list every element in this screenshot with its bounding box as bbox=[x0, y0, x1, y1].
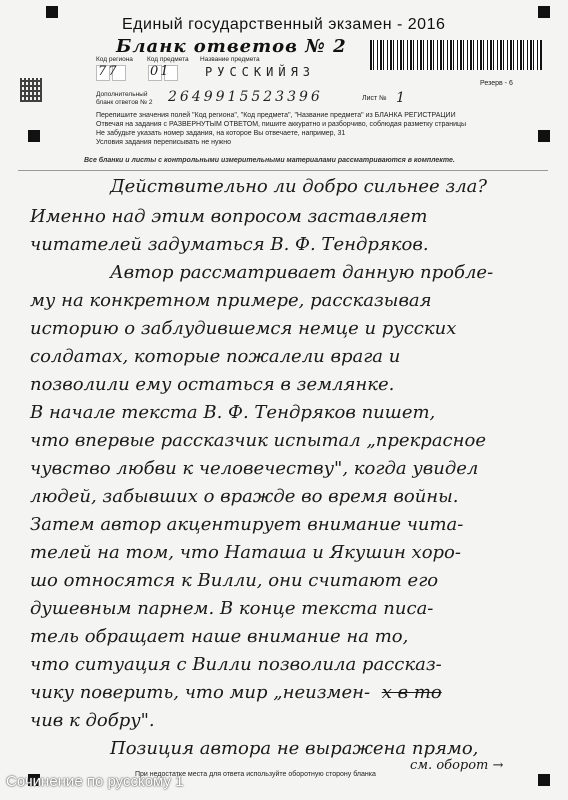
region-value: 77 bbox=[98, 64, 119, 79]
subject-name-value: РУССКИЙЯЗ bbox=[205, 65, 316, 79]
registration-mark-top-left bbox=[46, 6, 58, 18]
registration-mark-bottom-right bbox=[538, 774, 550, 786]
essay-line: солдатах, которые пожалели врага и bbox=[30, 346, 401, 367]
essay-line: му на конкретном примере, рассказывая bbox=[30, 290, 432, 311]
essay-line: чив к добру". bbox=[30, 710, 155, 731]
label-region: Код региона bbox=[96, 56, 133, 63]
essay-line: позволили ему остаться в землянке. bbox=[30, 374, 395, 395]
essay-line: читателей задуматься В. Ф. Тендряков. bbox=[30, 234, 429, 255]
watermark: Сочинение по русскому 1 bbox=[6, 773, 184, 790]
answer-area-divider bbox=[18, 170, 548, 171]
label-subject-name: Название предмета bbox=[200, 56, 260, 63]
form-title: Бланк ответов № 2 bbox=[116, 36, 347, 57]
essay-line: чувство любви к человечеству", когда увидел bbox=[30, 458, 479, 479]
essay-line: что впервые рассказчик испытал „прекрасное bbox=[30, 430, 486, 451]
extra-blank-label: Дополнительный бланк ответов № 2 bbox=[96, 91, 153, 106]
qr-code-icon bbox=[20, 78, 42, 102]
essay-line: Именно над этим вопросом заставляет bbox=[30, 206, 428, 227]
extra-blank-number: 2649915523396 bbox=[168, 89, 323, 105]
completeness-notice: Все бланки и листы с контрольными измерительными материалами рассматриваются в комплекте. bbox=[84, 157, 455, 164]
instruction-1: Перепишите значения полей "Код региона", "Код предмета", "Название предмета" из БЛАНКА РЕГИСТРАЦИИ bbox=[96, 112, 456, 119]
sheet-label: Лист № bbox=[362, 95, 387, 102]
essay-line: Позиция автора не выражена прямо, bbox=[110, 738, 479, 759]
essay-line: В начале текста В. Ф. Тендряков пишет, bbox=[30, 402, 436, 423]
essay-line: Действительно ли добро сильнее зла? bbox=[110, 176, 488, 197]
registration-mark-mid-right bbox=[538, 130, 550, 142]
exam-title: Единый государственный экзамен - 2016 bbox=[122, 16, 446, 33]
continuation-note: см. оборот → bbox=[410, 758, 504, 773]
reserve-label: Резерв - 6 bbox=[480, 80, 513, 87]
registration-mark-mid-left bbox=[28, 130, 40, 142]
sheet-number: 1 bbox=[396, 90, 407, 106]
footer-note: При недостатке места для ответа используйте оборотную сторону бланка bbox=[135, 771, 376, 778]
essay-line: душевным парнем. В конце текста писа- bbox=[30, 598, 434, 619]
instruction-3: Не забудьте указать номер задания, на которое Вы отвечаете, например, 31 bbox=[96, 130, 346, 137]
essay-line: людей, забывших о вражде во время войны. bbox=[30, 486, 459, 507]
subject-code-value: 01 bbox=[150, 64, 171, 79]
essay-line-part: чику поверить, что мир „неизмен- bbox=[30, 682, 371, 703]
essay-line: Автор рассматривает данную пробле- bbox=[110, 262, 494, 283]
instruction-2: Отвечая на задания с РАЗВЕРНУТЫМ ОТВЕТОМ, пишите аккуратно и разборчиво, соблюдая разметку страницы bbox=[96, 121, 467, 128]
instruction-4: Условия задания переписывать не нужно bbox=[96, 139, 231, 146]
registration-mark-top-right bbox=[538, 6, 550, 18]
essay-line: телей на том, что Наташа и Якушин хоро- bbox=[30, 542, 461, 563]
essay-line: тель обращает наше внимание на то, bbox=[30, 626, 409, 647]
essay-line: Затем автор акцентирует внимание чита- bbox=[30, 514, 464, 535]
essay-line: что ситуация с Вилли позволила рассказ- bbox=[30, 654, 442, 675]
essay-line bbox=[30, 682, 550, 703]
struck-out-text: х в то bbox=[381, 682, 442, 703]
label-subject-code: Код предмета bbox=[147, 56, 189, 63]
essay-line: историю о заблудившемся немце и русских bbox=[30, 318, 457, 339]
essay-line: шо относятся к Вилли, они считают его bbox=[30, 570, 439, 591]
barcode-icon bbox=[370, 40, 542, 70]
